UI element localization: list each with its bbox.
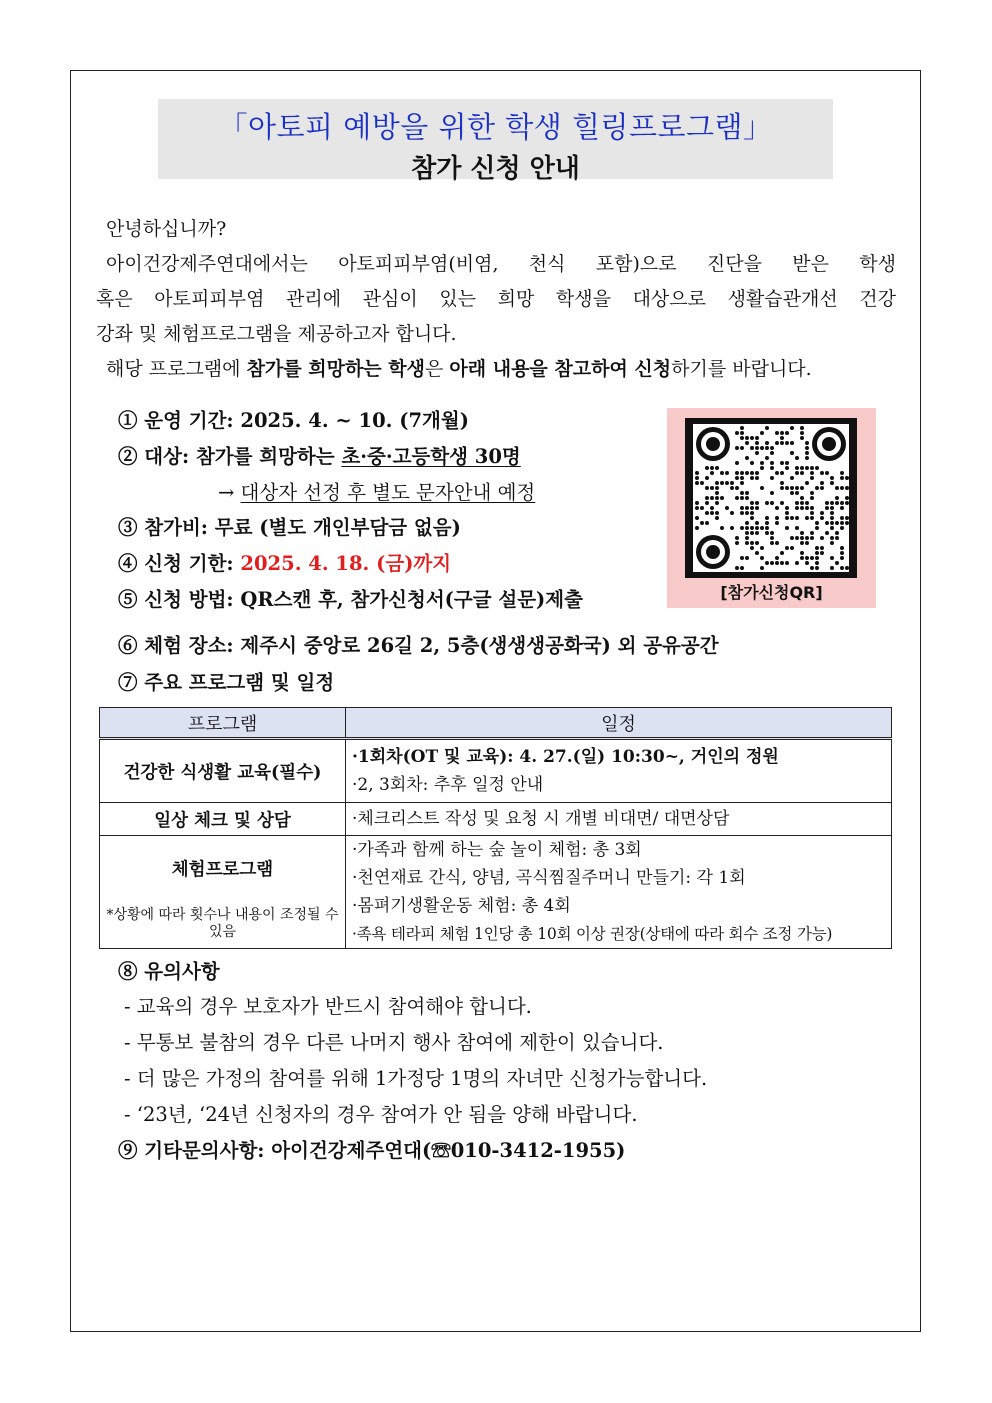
table-header-schedule: 일정 (346, 708, 892, 739)
intro-paragraph (96, 212, 896, 387)
table-row (100, 739, 892, 803)
intro-line-2: 혹은 아토피피부염 관리에 관심이 있는 희망 학생을 대상으로 생활습관개선 건강 (96, 288, 896, 310)
qr-panel (667, 408, 876, 608)
table-row (100, 836, 892, 949)
intro-line-1: 아이건강제주연대에서는 아토피피부염(비염, 천식 포함)으로 진단을 받은 학생 (106, 253, 896, 275)
greeting: 안녕하십니까? (106, 218, 227, 240)
table-header-program: 프로그램 (100, 708, 346, 739)
item-deadline: ④ 신청 기한: 2025. 4. 18. (금)까지 (118, 552, 452, 575)
program-cell: 일상 체크 및 상담 (100, 803, 346, 836)
table-row (100, 803, 892, 836)
program-cell: 건강한 식생활 교육(필수) (100, 739, 346, 803)
document-title: 「아토피 예방을 위한 학생 힐링프로그램」 (218, 110, 773, 144)
item-method: ⑤ 신청 방법: QR스캔 후, 참가신청서(구글 설문)제출 (118, 588, 583, 611)
item-contact: ⑨ 기타문의사항: 아이건강제주연대(☏010-3412-1955) (118, 1139, 626, 1162)
schedule-table (99, 707, 892, 949)
item-notes-heading: ⑧ 유의사항 (118, 960, 220, 983)
schedule-cell: ·가족과 함께 하는 숲 놀이 체험: 총 3회 ·천연재료 간식, 양념, 곡식찜질주머니 만들기: 각 1회 ·몸펴기생활운동 체험: 총 4회 ·족욕 테라피 체험 1인당 총 10회 이상 권장(상태에 따라 회수 조정 가능) (346, 836, 892, 949)
note-line-1: - 교육의 경우 보호자가 반드시 참여해야 합니다. (124, 995, 532, 1018)
qr-label: [참가신청QR] (720, 583, 823, 602)
item-period: ① 운영 기간: 2025. 4. ~ 10. (7개월) (118, 409, 469, 432)
note-line-4: - ‘23년, ‘24년 신청자의 경우 참여가 안 됨을 양해 바랍니다. (124, 1103, 638, 1126)
item-target-note: → 대상자 선정 후 별도 문자안내 예정 (218, 481, 536, 504)
intro-line-3: 강좌 및 체험프로그램을 제공하고자 합니다. (96, 323, 457, 345)
program-note: *상황에 따라 횟수나 내용이 조정될 수 있음 (106, 907, 339, 940)
note-line-2: - 무통보 불참의 경우 다른 나머지 행사 참여에 제한이 있습니다. (124, 1031, 664, 1054)
qr-code[interactable] (685, 418, 857, 578)
schedule-cell: ·1회차(OT 및 교육): 4. 27.(일) 10:30~, 거인의 정원 ·2, 3회차: 추후 일정 안내 (346, 739, 892, 803)
item-target: ② 대상: 참가를 희망하는 초·중·고등학생 30명 (118, 445, 521, 468)
document-subtitle: 참가 신청 안내 (411, 154, 580, 184)
intro-line-4: 해당 프로그램에 참가를 희망하는 학생은 아래 내용을 참고하여 신청하기를 바랍니다. (106, 358, 812, 380)
item-location: ⑥ 체험 장소: 제주시 중앙로 26길 2, 5층(생생생공화국) 외 공유공간 (118, 634, 719, 657)
program-cell: 체험프로그램 *상황에 따라 횟수나 내용이 조정될 수 있음 (100, 836, 346, 949)
title-box (158, 99, 833, 184)
note-line-3: - 더 많은 가정의 참여를 위해 1가정당 1명의 자녀만 신청가능합니다. (124, 1067, 708, 1090)
item-fee: ③ 참가비: 무료 (별도 개인부담금 없음) (118, 516, 461, 539)
item-program-heading: ⑦ 주요 프로그램 및 일정 (118, 671, 335, 694)
schedule-cell: ·체크리스트 작성 및 요청 시 개별 비대면/ 대면상담 (346, 803, 892, 836)
